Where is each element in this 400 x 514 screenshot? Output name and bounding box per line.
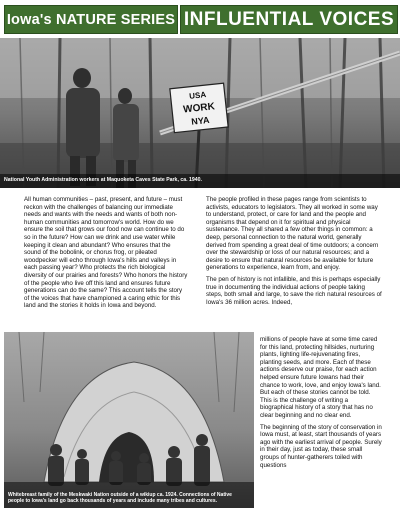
forest-workers-photo (0, 38, 400, 188)
header-banner (0, 0, 400, 36)
top-photo (0, 38, 400, 188)
left-text-column (24, 196, 188, 314)
wikiup-family-photo (4, 332, 254, 508)
bottom-photo-caption: Whitebreast family of the Meskwaki Nation outside of a wikiup ca. 1924. Connections of Native people to Iowa's land go back thousands of years and include many tribes and cultures. (8, 492, 232, 504)
continued-paragraph: millions of people have at some time cared for this land, protecting hillsides, nurturing plants, lighting life-rejuvenating fires, planting seeds, and more. Each of these actions deserve our praise, for each action helped ensure future Iowans had their chance to work, love, and enjoy Iowa's land. But each of these stories cannot be told. This is the challenge of writing a biographical history of a story that has no clear beginning and no clear end. (260, 336, 381, 419)
sign-line-1: USA (188, 90, 207, 101)
top-photo-caption: National Youth Administration workers at Maquoketa Caves State Park, ca. 1940. (4, 177, 202, 183)
left-paragraph: All human communities – past, present, and future – must reckon with the challenges of balancing our immediate needs and wants with the needs and wants of both non-human communities and tomorrow's world. How do we ensure the soil that grows our food now can continue to do so in the future? How can we drink and use water while keeping it clean and abundant? Who ensures that the sound of the bobolink, or chorus frog, or pileated woodpecker will echo through Iowa's hills and valleys in each passing year? Who protects the rich biological diversity of our prairies and forests? Who honors the history of the people who live off this land and ensures future generations can do the same? This account tells the story of the voices that have championed a caring ethic for this land and the stories it holds in Iowa and beyond. (24, 196, 188, 310)
right-text-continued (260, 336, 382, 473)
right-paragraph: The pen of history is not infallible, and this is perhaps especially true in documenting the individual actions of people taking steps, both small and large, to save the rich natural resources of Iowa's 36 million acres. Indeed, (206, 275, 382, 306)
series-title: Iowa's NATURE SERIES (6, 11, 176, 28)
bottom-photo (4, 332, 254, 508)
right-text-column (206, 196, 382, 310)
nya-sign (170, 83, 228, 132)
sign-line-3: NYA (190, 114, 210, 127)
sign-line-2: WORK (182, 101, 216, 116)
continued-paragraph: The beginning of the story of conservation in Iowa must, at least, start thousands of years ago with the earliest arrival of people. Surely in their day, just as today, these small groups of hunter-gatherers toiled with questions (260, 423, 382, 469)
section-title: INFLUENTIAL VOICES (183, 8, 395, 30)
section-badge (180, 5, 398, 34)
right-paragraph: The people profiled in these pages range from scientists to activists, educators to legislators. They all worked in some way to understand, protect, or care for land and the people and organisms that depend on it for spiritual and physical sustenance. They all shared a few other things in common: a deep, personal connection to the natural world, generally derived from spending a great deal of time outdoors; a concern over the stewardship or loss of our natural resources; and a desire to ensure that natural resources be available for future generations to experience, learn from, and enjoy. (206, 196, 379, 272)
series-badge (4, 5, 178, 34)
